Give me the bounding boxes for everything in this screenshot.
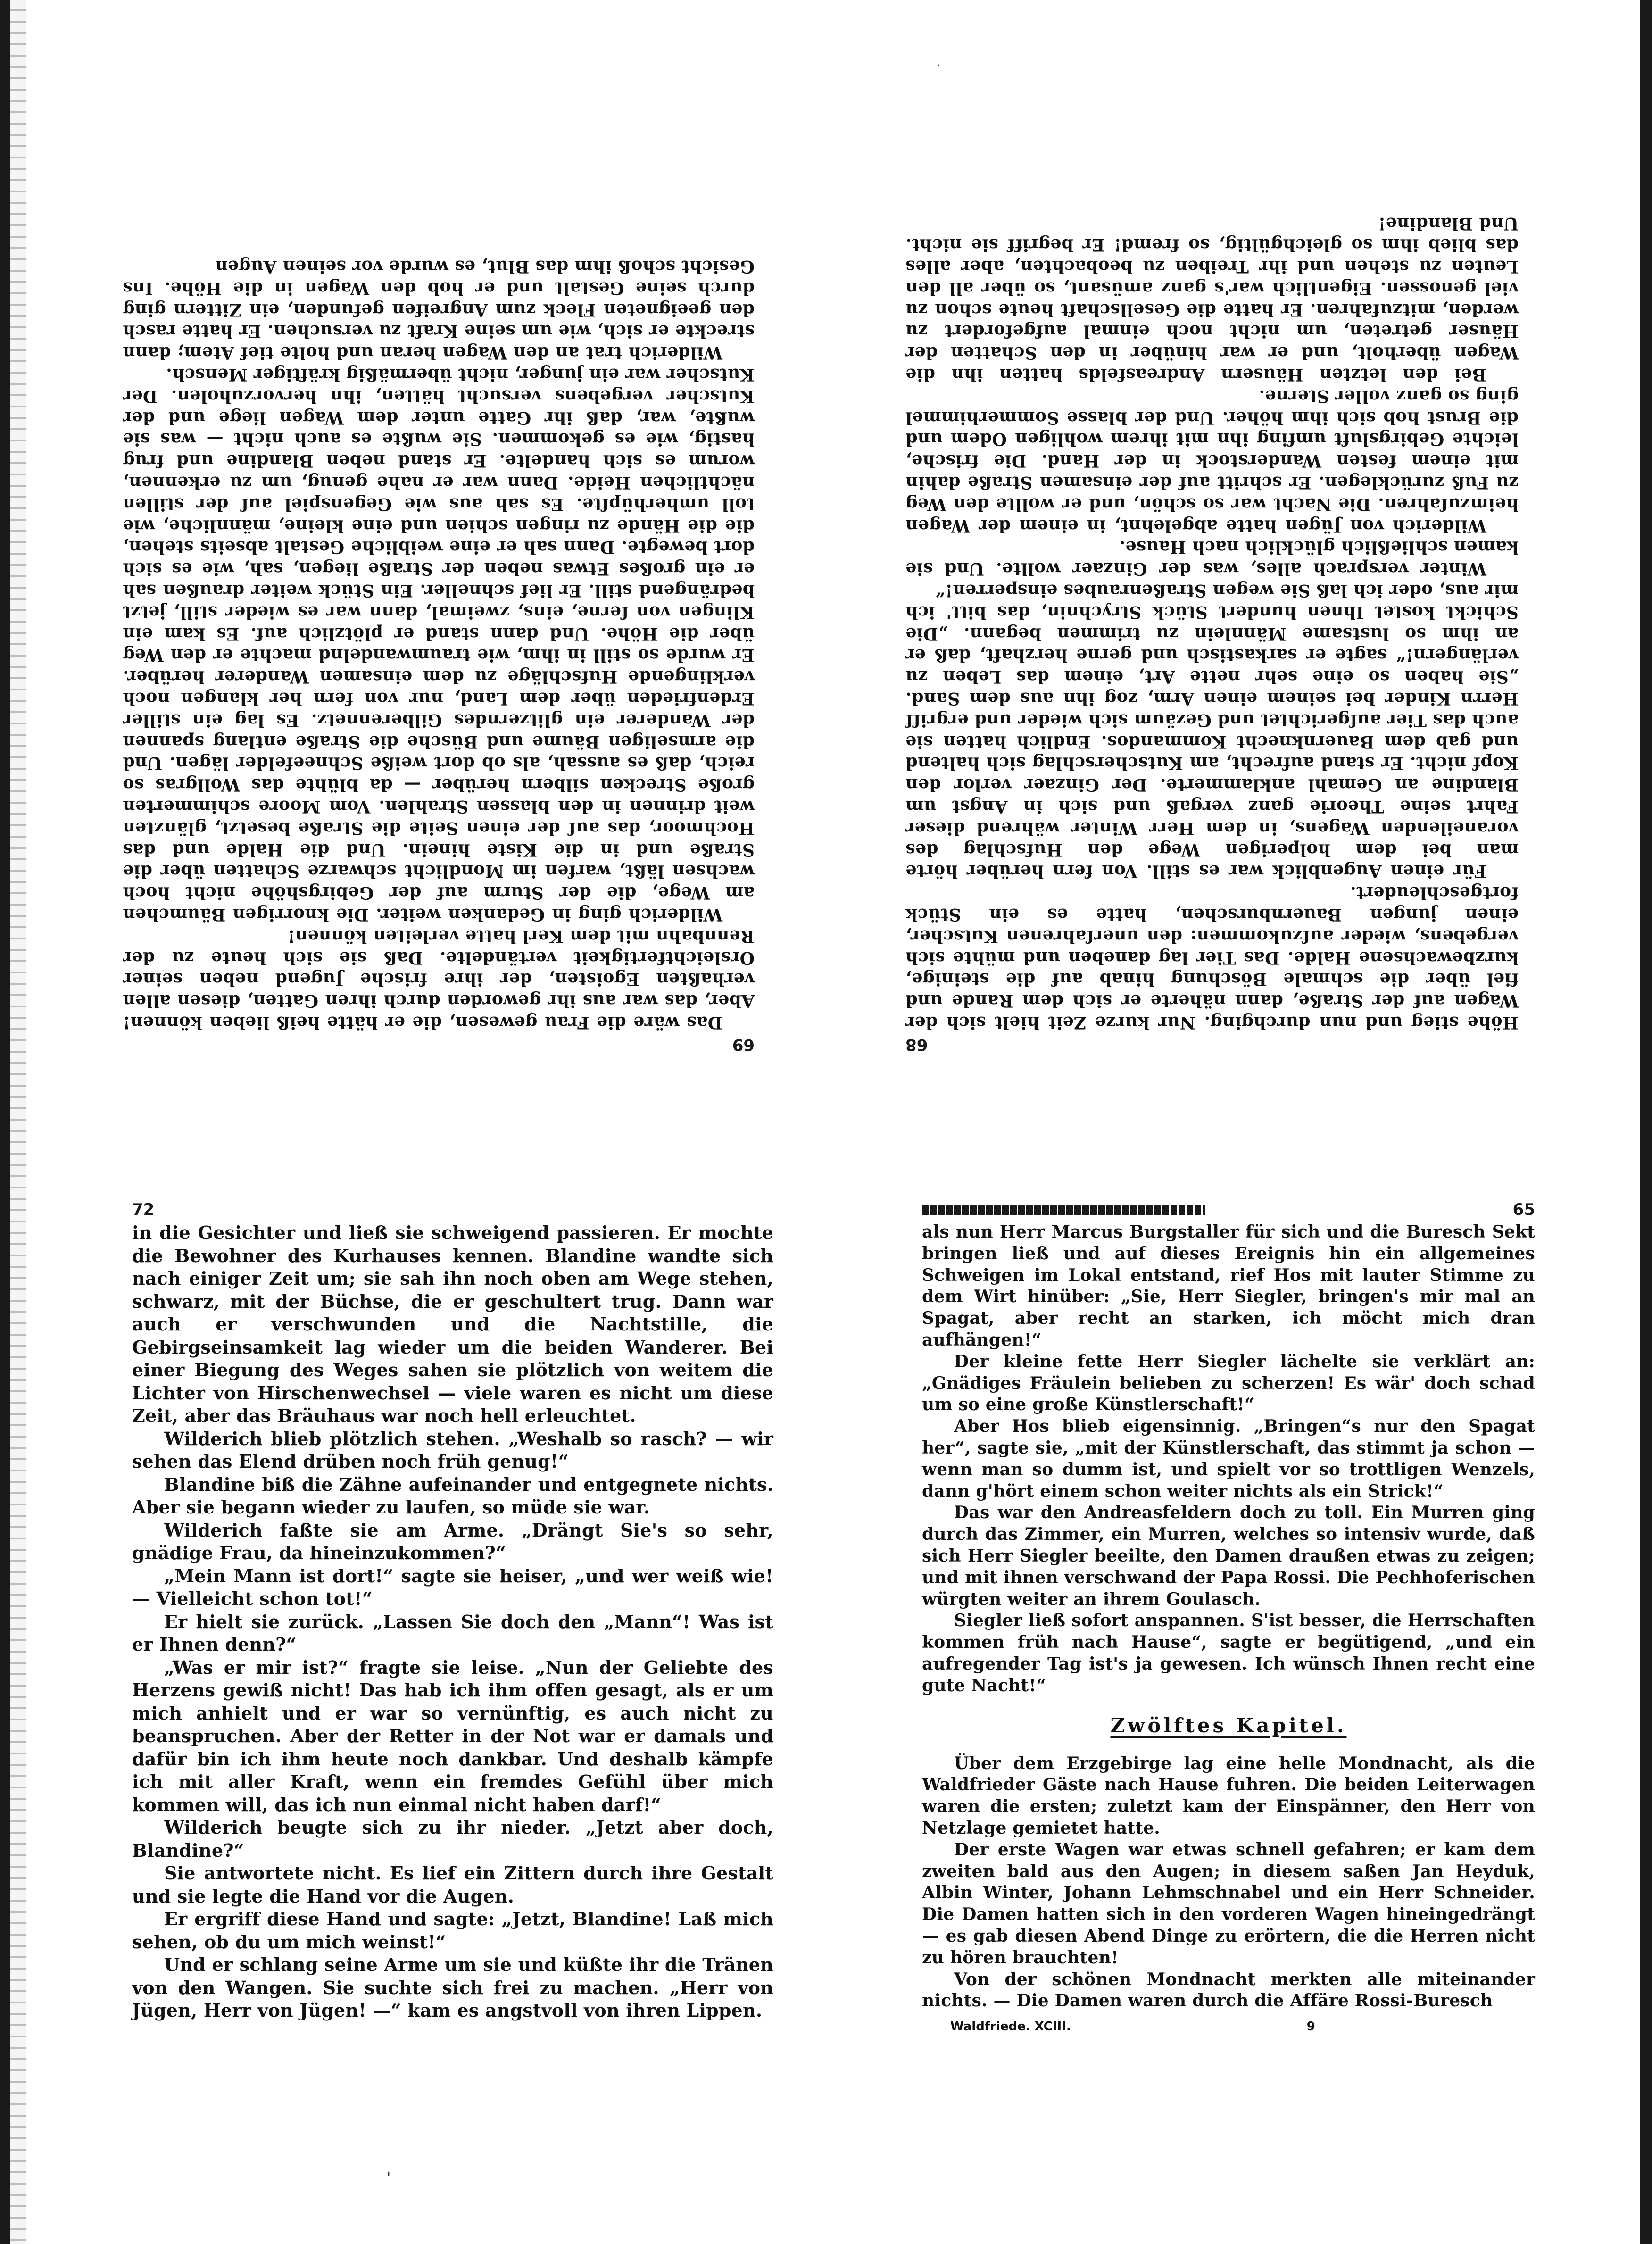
scan-edge-right <box>1640 0 1652 2244</box>
page-69-inverted <box>123 75 755 1056</box>
paragraph: Siegler ließ sofort anspannen. S'ist besser, die Herrschaften kommen früh nach Hause“, sagte er begütigend, „und ein aufregender Tag ist's ja gewesen. Ich wünsch Ihnen recht eine gute Nacht!“ <box>922 1611 1535 1695</box>
page-number: 65 <box>1512 1200 1535 1219</box>
page-number: 68 <box>905 1035 928 1054</box>
paragraph: Und er schlang seine Arme um sie und küßte ihr die Tränen von den Wangen. Sie suchte sich frei zu machen. „Herr von Jügen, Herr von Jügen! —“ kam es angstvoll von ihren Lippen. <box>132 1954 773 2021</box>
paragraph: in die Gesichter und ließ sie schweigend passieren. Er mochte die Bewohner des Kurhauses kennen. Blandine wandte sich nach einiger Zeit um; sie sah ihn noch oben am Wege stehen, schwarz, mit der Büchse, die er geschultert trug. Dann war auch er verschwunden und die Nachtstille, die Gebirgseinsamkeit lag wieder um die beiden Wanderer. Bei einer Biegung des Weges sahen sie plötzlich von weitem die Lichter von Hirschenwechsel — viele waren es nicht um diese Zeit, aber das Bräuhaus war noch hell erleuchtet. <box>132 1222 773 1426</box>
paragraph: „Mein Mann ist dort!“ sagte sie heiser, „und wer weiß wie! — Vielleicht schon tot!“ <box>132 1565 773 1609</box>
page-65 <box>922 1198 1535 2122</box>
page-72 <box>132 1198 773 2118</box>
paragraph: Sie antwortete nicht. Es lief ein Zittern durch ihre Gestalt und sie legte die Hand vor die Augen. <box>132 1862 773 1907</box>
chapter-title: Zwölftes Kapitel. <box>1110 1713 1347 1737</box>
page-number: 72 <box>132 1200 155 1219</box>
paragraph: „Was er mir ist?“ fragte sie leise. „Nun der Geliebte des Herzens gewiß nicht! Das hab ich ihm offen gesagt, als er um mich anhielt und er war so vernünftig, es auch nicht zu beanspruchen. Aber der Retter in der Not war er damals und dafür bin ich ihm heute noch dankbar. Und deshalb kämpfe ich mit aller Kraft, wenn ein fremdes Gefühl über mich kommen will, das ich nun einmal nicht haben darf!“ <box>132 1656 773 1815</box>
paragraph: Blandine biß die Zähne aufeinander und entgegnete nichts. Aber sie begann wieder zu laufen, so müde sie war. <box>132 1473 773 1518</box>
paragraph: Er ergriff diese Hand und sagte: „Jetzt, Blandine! Laß mich sehen, ob du um mich weinst!“ <box>132 1908 773 1953</box>
text-column <box>132 1222 773 2022</box>
paragraph: Von der schönen Mondnacht merkten alle miteinander nichts. — Die Damen waren durch die Affäre Rossi-Buresch <box>922 1969 1535 2011</box>
running-head <box>922 1205 1205 1215</box>
page-header <box>922 1198 1535 1222</box>
paragraph: Der erste Wagen war etwas schnell gefahren; er kam dem zweiten bald aus den Augen; in diesem saßen Jan Heyduk, Albin Winter, Johann Lehmschnabel und ein Herr Schneider. Die Damen hatten sich in den vorderen Wagen hineingedrängt — es gab diesen Abend Dinge zu erörtern, die die Herren nicht zu hören brauchten! <box>922 1839 1535 1968</box>
paragraph: Aber Hos blieb eigensinnig. „Bringen“s nur den Spagat her“, sagte sie, „mit der Künstlerschaft, das stimmt ja schon — wenn man so dumm ist, und spielt vor so trottligen Wenzels, dann g'hört einem schon weiter nichts als ein Strick!“ <box>922 1416 1535 1501</box>
paragraph: Höhe stieg und nun durchging. Nur kurze Zeit hielt sich der Wagen auf der Straße, dann näherte er sich dem Rande und fiel über die schmale Böschung hinab auf die steinige, kurzbewachsene Halde. Das Tier lag daneben und mühte sich vergebens, wieder aufzukommen: den unerfahrenen Kutscher, einen jungen Bauernburschen, hatte es ein Stück fortgeschleudert. <box>905 883 1519 1032</box>
page-68-inverted <box>905 75 1519 1056</box>
paragraph: Er hielt sie zurück. „Lassen Sie doch den „Mann“! Was ist er Ihnen denn?“ <box>132 1611 773 1655</box>
paragraph: als nun Herr Marcus Burgstaller für sich und die Buresch Sekt bringen ließ und auf dieses Ereignis hin ein allgemeines Schweigen im Lokal entstand, rief Hos mit lauter Stimme zu dem Wirt hinüber: „Sie, Herr Siegler, bringen's mir mal an Spagat, aber recht an starken, ich möcht mich dran aufhängen!“ <box>922 1222 1535 1350</box>
paragraph: Wilderich trat an den Wagen heran und holte tief Atem; dann streckte er sich, wie um seine Kraft zu versuchen. Er hatte rasch den geeigneten Fleck zum Angreifen gefunden, ein Zittern ging durch seine Gestalt und er hob den Wagen in die Höhe. Ins Gesicht schoß ihm das Blut, es wurde vor seinen Augen <box>123 257 755 363</box>
page-number: 69 <box>732 1035 755 1054</box>
text-column <box>905 212 1519 1033</box>
paragraph: Für einen Augenblick war es still. Von fern herüber hörte man bei dem holperigen Wege den Hufschlag des voraneilenden Wagens, in dem Herr Winter während dieser Fahrt seine Theorie ganz vergaß und sich in Angst um Blandine an Gemahl anklammerte. Der Ginzaer verlor den Kopf nicht. Er stand aufrecht, am Kutscherschlag sich haltend und gab dem Bauernknecht Kommandos. Endlich hatten sie auch das Tier aufgerichtet und Gezäum sich wieder und ergriff Herrn Kinder bei seinem einen Arm, zog ihn aus dem Sand. „Sie haben so eine sehr nette Art, einem das Leben zu verlängern!“ sagte er sarkastisch und gerne herzhaft, daß er an ihm so lustsame Männlein zu trimmen begann. „Die Schickt kostet Ihnen hundert Stück Strychnin, das bitt' ich mir aus, oder ich laß Sie wegen Straßenraubes einsperren!“ <box>905 581 1519 881</box>
paragraph: Bei den letzten Häusern Andreasfelds hatten ihn die Wagen überholt, und er war hinüber in den Schatten der Häuser getreten, um nicht noch einmal aufgefordert zu werden, mitzufahren. Er hatte die Gesellschaft heute schon zu viel genossen. Eigentlich war's ganz amüsant, so über all den Leuten zu stehen und ihr Treiben zu beobachten, aber alles das blieb ihm so gleichgültig, so fremd! Er begriff sie nicht. Und Blandine! <box>905 213 1519 385</box>
sheet-number: 9 <box>1306 2020 1315 2034</box>
page-header <box>905 1033 1519 1056</box>
paragraph: Der kleine fette Herr Siegler lächelte sie verklärt an: „Gnädiges Fräulein belieben zu scherzen! Es wär' doch schad um so eine große Künstlerschaft!“ <box>922 1351 1535 1415</box>
speck-mark: · <box>936 58 941 74</box>
paragraph: Das war den Andreasfeldern doch zu toll. Ein Murren ging durch das Zimmer, ein Murren, welches so intensiv wurde, daß sich Herr Siegler beeilte, den Damen draußen etwas zu zeigen; und mit ihnen verschwand der Papa Rossi. Die Pechhoferischen würgten weiter an ihrem Goulasch. <box>922 1503 1535 1609</box>
paragraph: Wilderich ging in Gedanken weiter. Die knorrigen Bäumchen am Wege, die der Sturm auf der Gebirgshöhe nicht hoch wachsen läßt, warfen im Mondlicht schwarze Schatten über die Straße und in die Kiste hinein. Und die Halde und das Hochmoor, das auf der einen Seite die Straße besetzt, glänzten weit drinnen in den blassen Strahlen. Vom Moore schimmerten große Strecken silbern herüber — da blühte das Wollgras so reich, daß es aussah, als ob dort weiße Schneefelder lägen. Und die armseligen Bäume und Büsche die Straße entlang spannen der Wanderer ein glitzerndes Gilberennetz. Es lag ein stiller Erdenfrieden über dem Land, nur von fern her klangen noch verklingende Hufschläge zu dem einsamen Wanderer herüber. Er wurde so still in ihm, wie traumwandelnd machte er den Weg über die Höhe. Und dann stand er plötzlich auf. Es kam ein Klingen von ferne, eins, zweimal, dann war es wieder still, jetzt bedrängend still. Er lief schneller. Ein Stück weiter draußen sah er ein großes Etwas neben der Straße liegen, sah, wie es sich dort bewegte. Dann sah er eine weibliche Gestalt abseits stehen, die die Hände zu ringen schien und eine kleine, männliche, wie toll umherhüpfte. Es sah aus wie Gegenspiel auf der stillen nächtlichen Heide. Dann war er nahe genug, um zu erkennen, worum es sich handelte. Er stand neben Blandine und frug hastig, wie es gekommen. Sie wußte es auch nicht — was sie wußte, war, daß ihr Gatte unter dem Wagen liege und der Kutscher vergebens versucht hätten, ihn hervorzuholen. Der Kutscher war ein junger, nicht übermäßig kräftiger Mensch. <box>123 365 755 925</box>
speck-mark: ' <box>387 2169 391 2186</box>
page-footer <box>922 2020 1535 2034</box>
scan-edge-left <box>0 0 10 2244</box>
paragraph: Über dem Erzgebirge lag eine helle Mondnacht, als die Waldfrieder Gäste nach Hause fuhren. Die beiden Leiterwagen waren die ersten; zuletzt kam der Einspänner, den Herr von Netzlage gemietet hatte. <box>922 1753 1535 1838</box>
paragraph: Winter versprach alles, was der Ginzaer wollte. Und sie kamen schließlich glücklich nach Hause. <box>905 537 1519 579</box>
paragraph: Wilderich blieb plötzlich stehen. „Weshalb so rasch? — wir sehen das Elend drüben noch früh genug!“ <box>132 1428 773 1472</box>
signature-mark: Waldfriede. XCIII. <box>950 2020 1071 2034</box>
text-column <box>922 1222 1535 2012</box>
text-column <box>123 255 755 1033</box>
page-header <box>132 1198 773 1222</box>
paragraph: Wilderich beugte sich zu ihr nieder. „Jetzt aber doch, Blandine?“ <box>132 1817 773 1861</box>
paragraph: Das wäre die Frau gewesen, die er hätte heiß lieben können! Aber, das war aus ihr geworden durch ihren Gatten, diesen allen verhaßten Egoisten, der ihre frische Jugend neben seiner Orsleichtfertigkeit vertändelte. Daß sie sich heute zu der Rennbahn mit dem Kerl hatte verleiten können! <box>123 926 755 1032</box>
paragraph: Wilderich von Jügen hatte abgelehnt, in einem der Wagen heimzufahren. Die Nacht war so schön, und er wollte den Weg zu Fuß zurücklegen. Er schritt auf der einsamen Straße dahin mit einem festen Wanderstock in der Hand. Die frische, leichte Gebirgsluft umfing ihn mit ihrem wohligen Odem und die Brust hob sich ihm höher. Und der blasse Sommerhimmel ging so ganz voller Sterne. <box>905 386 1519 536</box>
page-header <box>123 1033 755 1056</box>
binding-strip <box>10 0 26 2244</box>
paragraph: Wilderich faßte sie am Arme. „Drängt Sie's so sehr, gnädige Frau, da hineinzukommen?“ <box>132 1519 773 1563</box>
